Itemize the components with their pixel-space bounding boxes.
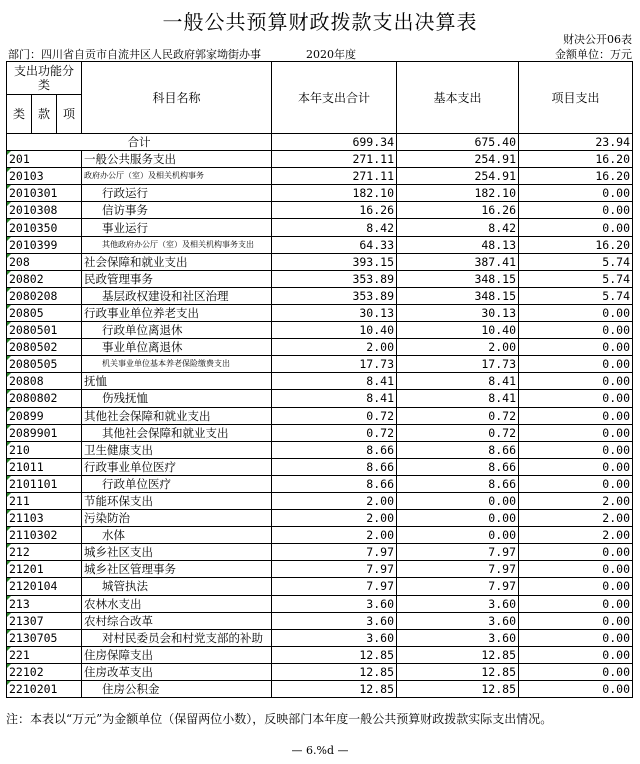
table-row [7, 373, 633, 390]
row-total: 8.66 [272, 441, 397, 458]
row-project: 16.20 [519, 151, 633, 168]
row-project: 0.00 [519, 475, 633, 492]
row-code: 21011 [7, 458, 82, 475]
row-project: 0.00 [519, 202, 633, 219]
row-subject-name: 基层政权建设和社区治理 [82, 287, 272, 304]
row-total: 16.26 [272, 202, 397, 219]
row-total: 17.73 [272, 356, 397, 373]
row-project: 0.00 [519, 612, 633, 629]
row-subject-name: 一般公共服务支出 [82, 151, 272, 168]
table-row [7, 475, 633, 492]
row-project: 2.00 [519, 510, 633, 527]
row-code: 21201 [7, 561, 82, 578]
table-row [7, 407, 633, 424]
table-row [7, 595, 633, 612]
row-basic: 12.85 [397, 646, 519, 663]
row-subject-name: 行政事业单位医疗 [82, 458, 272, 475]
table-row [7, 681, 633, 698]
row-subject-name: 民政管理事务 [82, 270, 272, 287]
row-subject-name: 水体 [82, 527, 272, 544]
row-code: 210 [7, 441, 82, 458]
row-subject-name: 住房保障支出 [82, 646, 272, 663]
row-code: 213 [7, 595, 82, 612]
row-subject-name: 行政运行 [82, 185, 272, 202]
form-number: 财决公开06表 [563, 33, 632, 46]
row-code: 2010308 [7, 202, 82, 219]
row-code: 21103 [7, 510, 82, 527]
row-basic: 48.13 [397, 236, 519, 253]
row-project: 0.00 [519, 219, 633, 236]
table-row [7, 458, 633, 475]
row-basic: 8.41 [397, 373, 519, 390]
row-subject-name: 城管执法 [82, 578, 272, 595]
table-row [7, 253, 633, 270]
row-code: 2080505 [7, 356, 82, 373]
fiscal-year: 2020年度 [306, 48, 356, 61]
row-code: 211 [7, 492, 82, 509]
table-row [7, 527, 633, 544]
row-basic: 3.60 [397, 612, 519, 629]
department-label: 部门：四川省自贡市自流井区人民政府郭家坳街办事 [8, 48, 261, 61]
row-total: 2.00 [272, 510, 397, 527]
row-subject-name: 农林水支出 [82, 595, 272, 612]
row-subject-name: 对村民委员会和村党支部的补助 [82, 629, 272, 646]
table-row [7, 270, 633, 287]
row-basic: 254.91 [397, 168, 519, 185]
row-total: 64.33 [272, 236, 397, 253]
table-row [7, 390, 633, 407]
row-total: 3.60 [272, 595, 397, 612]
table-row [7, 356, 633, 373]
row-basic: 0.00 [397, 527, 519, 544]
row-basic: 3.60 [397, 629, 519, 646]
table-row [7, 646, 633, 663]
row-total: 2.00 [272, 339, 397, 356]
row-total: 7.97 [272, 561, 397, 578]
total-project: 23.94 [519, 134, 633, 151]
row-project: 0.00 [519, 544, 633, 561]
table-row [7, 202, 633, 219]
row-basic: 16.26 [397, 202, 519, 219]
row-basic: 182.10 [397, 185, 519, 202]
row-total: 271.11 [272, 168, 397, 185]
row-total: 0.72 [272, 407, 397, 424]
row-basic: 8.66 [397, 475, 519, 492]
row-subject-name: 城乡社区支出 [82, 544, 272, 561]
table-row [7, 322, 633, 339]
row-subject-name: 污染防治 [82, 510, 272, 527]
row-basic: 8.42 [397, 219, 519, 236]
row-total: 271.11 [272, 151, 397, 168]
row-basic: 8.66 [397, 458, 519, 475]
row-subject-name: 其他社会保障和就业支出 [82, 407, 272, 424]
row-total: 8.41 [272, 390, 397, 407]
row-code: 20802 [7, 270, 82, 287]
row-code: 20103 [7, 168, 82, 185]
row-basic: 348.15 [397, 287, 519, 304]
row-code: 208 [7, 253, 82, 270]
table-row [7, 339, 633, 356]
row-total: 30.13 [272, 304, 397, 321]
row-project: 0.00 [519, 185, 633, 202]
table-row [7, 612, 633, 629]
row-project: 0.00 [519, 663, 633, 680]
row-subject-name: 行政单位离退休 [82, 322, 272, 339]
row-project: 2.00 [519, 492, 633, 509]
row-project: 0.00 [519, 595, 633, 612]
row-total: 12.85 [272, 681, 397, 698]
row-subject-name: 社会保障和就业支出 [82, 253, 272, 270]
row-total: 12.85 [272, 646, 397, 663]
row-subject-name: 政府办公厅（室）及相关机构事务 [82, 168, 272, 185]
row-basic: 17.73 [397, 356, 519, 373]
row-basic: 0.00 [397, 492, 519, 509]
row-basic: 3.60 [397, 595, 519, 612]
row-code: 2010399 [7, 236, 82, 253]
row-total: 353.89 [272, 270, 397, 287]
table-row [7, 185, 633, 202]
row-basic: 0.72 [397, 407, 519, 424]
row-project: 16.20 [519, 236, 633, 253]
row-code: 2010301 [7, 185, 82, 202]
row-total: 8.66 [272, 458, 397, 475]
total-basic: 675.40 [397, 134, 519, 151]
row-subject-name: 农村综合改革 [82, 612, 272, 629]
row-subject-name: 卫生健康支出 [82, 441, 272, 458]
table-row [7, 441, 633, 458]
row-project: 0.00 [519, 458, 633, 475]
table-row [7, 561, 633, 578]
row-project: 0.00 [519, 373, 633, 390]
header-subject-name: 科目名称 [82, 62, 272, 134]
header-xiang: 项 [62, 107, 75, 121]
table-row [7, 304, 633, 321]
row-basic: 8.41 [397, 390, 519, 407]
row-code: 2080501 [7, 322, 82, 339]
row-project: 0.00 [519, 646, 633, 663]
page-number: — 6.%d — [291, 744, 349, 757]
row-total: 8.41 [272, 373, 397, 390]
row-project: 0.00 [519, 629, 633, 646]
row-code: 201 [7, 151, 82, 168]
row-basic: 10.40 [397, 322, 519, 339]
row-basic: 0.00 [397, 510, 519, 527]
row-subject-name: 事业单位离退休 [82, 339, 272, 356]
row-basic: 12.85 [397, 663, 519, 680]
page-title: 一般公共预算财政拨款支出决算表 [162, 10, 478, 34]
row-code: 2101101 [7, 475, 82, 492]
row-subject-name: 节能环保支出 [82, 492, 272, 509]
row-subject-name: 行政事业单位养老支出 [82, 304, 272, 321]
row-basic: 12.85 [397, 681, 519, 698]
row-basic: 348.15 [397, 270, 519, 287]
header-total-expense: 本年支出合计 [272, 62, 397, 134]
header-lei: 类 [7, 95, 32, 133]
row-code: 2010350 [7, 219, 82, 236]
row-project: 0.00 [519, 441, 633, 458]
row-subject-name: 信访事务 [82, 202, 272, 219]
table-row [7, 168, 633, 185]
row-code: 20808 [7, 373, 82, 390]
row-subject-name: 伤残抚恤 [82, 390, 272, 407]
row-project: 2.00 [519, 527, 633, 544]
header-basic-expense: 基本支出 [397, 62, 519, 134]
row-subject-name: 抚恤 [82, 373, 272, 390]
row-subject-name: 住房改革支出 [82, 663, 272, 680]
row-project: 0.00 [519, 339, 633, 356]
row-total: 7.97 [272, 578, 397, 595]
row-project: 0.00 [519, 578, 633, 595]
expenditure-table [6, 61, 633, 698]
row-project: 0.00 [519, 390, 633, 407]
table-row [7, 219, 633, 236]
row-subject-name: 其他社会保障和就业支出 [82, 424, 272, 441]
row-basic: 8.66 [397, 441, 519, 458]
table-row [7, 544, 633, 561]
row-code: 2130705 [7, 629, 82, 646]
row-code: 2080502 [7, 339, 82, 356]
row-code: 212 [7, 544, 82, 561]
row-project: 5.74 [519, 270, 633, 287]
row-project: 0.00 [519, 561, 633, 578]
header-project-expense: 项目支出 [519, 62, 633, 134]
row-basic: 7.97 [397, 561, 519, 578]
row-code: 2110302 [7, 527, 82, 544]
row-total: 7.97 [272, 544, 397, 561]
row-code: 221 [7, 646, 82, 663]
total-label: 合计 [7, 134, 272, 151]
row-subject-name: 住房公积金 [82, 681, 272, 698]
row-code: 2210201 [7, 681, 82, 698]
row-total: 2.00 [272, 492, 397, 509]
table-row [7, 629, 633, 646]
row-basic: 2.00 [397, 339, 519, 356]
row-code: 22102 [7, 663, 82, 680]
row-project: 0.00 [519, 322, 633, 339]
row-total: 2.00 [272, 527, 397, 544]
row-code: 2120104 [7, 578, 82, 595]
row-basic: 387.41 [397, 253, 519, 270]
row-total: 3.60 [272, 629, 397, 646]
row-basic: 0.72 [397, 424, 519, 441]
row-project: 5.74 [519, 253, 633, 270]
header-function-class: 支出功能分类 [7, 62, 82, 95]
row-total: 182.10 [272, 185, 397, 202]
row-total: 0.72 [272, 424, 397, 441]
row-total: 3.60 [272, 612, 397, 629]
table-row [7, 578, 633, 595]
row-subject-name: 行政单位医疗 [82, 475, 272, 492]
table-row [7, 236, 633, 253]
row-code: 20899 [7, 407, 82, 424]
row-subject-name: 机关事业单位基本养老保险缴费支出 [82, 356, 272, 373]
row-code: 20805 [7, 304, 82, 321]
row-subject-name: 其他政府办公厅（室）及相关机构事务支出 [82, 236, 272, 253]
row-total: 8.66 [272, 475, 397, 492]
row-project: 16.20 [519, 168, 633, 185]
table-row [7, 663, 633, 680]
row-basic: 254.91 [397, 151, 519, 168]
row-project: 0.00 [519, 424, 633, 441]
row-total: 12.85 [272, 663, 397, 680]
total-sum: 699.34 [272, 134, 397, 151]
row-project: 0.00 [519, 407, 633, 424]
row-project: 0.00 [519, 356, 633, 373]
row-basic: 7.97 [397, 544, 519, 561]
row-basic: 7.97 [397, 578, 519, 595]
table-row [7, 492, 633, 509]
table-row [7, 287, 633, 304]
row-project: 0.00 [519, 681, 633, 698]
row-code: 21307 [7, 612, 82, 629]
row-project: 5.74 [519, 287, 633, 304]
footnote: 注：本表以“万元”为金额单位（保留两位小数），反映部门本年度一般公共预算财政拨款实际支出情况。 [6, 712, 553, 726]
row-code: 2080802 [7, 390, 82, 407]
amount-unit: 金额单位：万元 [555, 48, 632, 61]
row-code: 2080208 [7, 287, 82, 304]
row-subject-name: 城乡社区管理事务 [82, 561, 272, 578]
table-row [7, 424, 633, 441]
row-total: 10.40 [272, 322, 397, 339]
row-subject-name: 事业运行 [82, 219, 272, 236]
row-project: 0.00 [519, 304, 633, 321]
row-basic: 30.13 [397, 304, 519, 321]
table-row [7, 510, 633, 527]
row-total: 393.15 [272, 253, 397, 270]
row-total: 353.89 [272, 287, 397, 304]
header-kuan: 款 [32, 95, 57, 133]
table-row [7, 151, 633, 168]
row-total: 8.42 [272, 219, 397, 236]
row-code: 2089901 [7, 424, 82, 441]
total-row [7, 134, 633, 151]
header-subclasses [7, 95, 82, 134]
